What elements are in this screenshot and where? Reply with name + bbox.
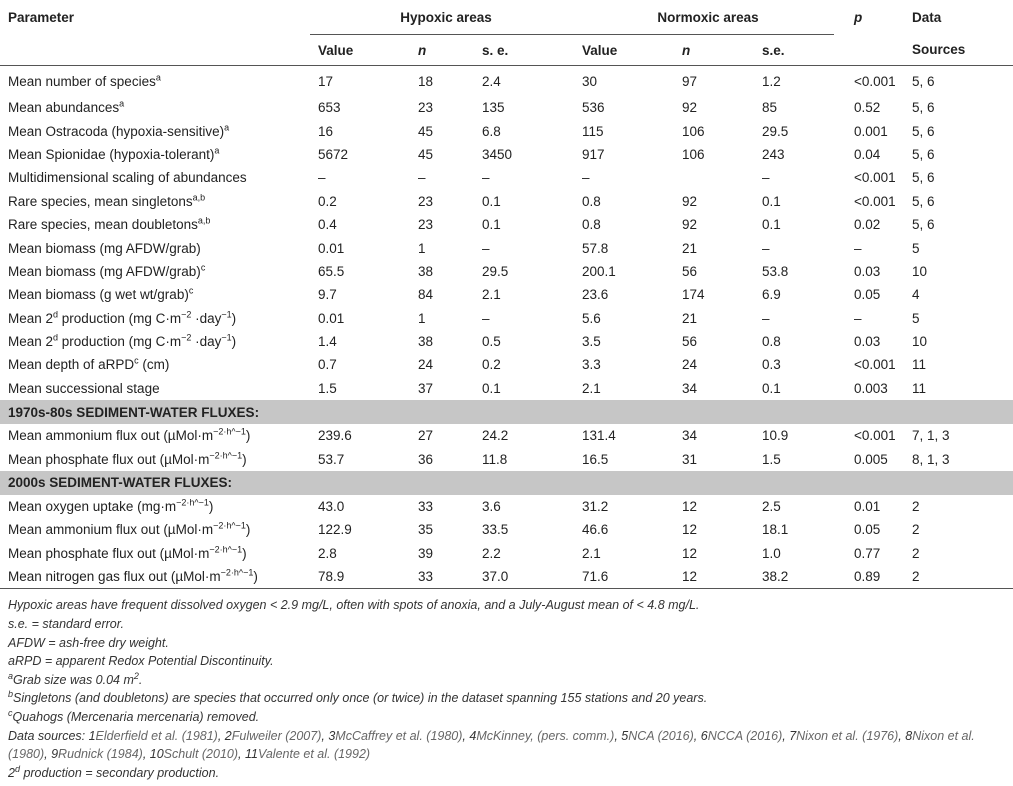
cell-n-value: 57.8 xyxy=(582,240,609,256)
cell-h-se: 33.5 xyxy=(482,522,509,538)
source-ref-link[interactable]: McKinney, (pers. comm.) xyxy=(476,728,615,743)
cell-src: 4 xyxy=(912,287,920,303)
cell-p: 0.001 xyxy=(854,123,888,139)
col-parameter: Parameter xyxy=(8,9,75,25)
cell-p: 0.05 xyxy=(854,287,881,303)
row-parameter: Mean biomass (mg AFDW/grab)$^c$ xyxy=(8,262,206,279)
cell-h-n: 24 xyxy=(418,357,434,373)
source-ref-link[interactable]: Nixon et al. (1976) xyxy=(796,728,899,743)
cell-src: 5, 6 xyxy=(912,217,935,233)
cell-src: 5, 6 xyxy=(912,193,935,209)
cell-n-se: – xyxy=(762,310,770,326)
cell-n-n: 106 xyxy=(682,123,705,139)
cell-h-n: 27 xyxy=(418,428,434,444)
cell-h-se: 11.8 xyxy=(482,451,508,467)
table-row xyxy=(0,307,1013,330)
cell-n-value: 536 xyxy=(582,100,605,116)
cell-n-se: 2.5 xyxy=(762,499,781,515)
cell-h-value: – xyxy=(318,170,326,186)
row-parameter: Mean biomass (mg AFDW/grab) xyxy=(8,240,201,256)
cell-n-value: – xyxy=(582,170,590,186)
cell-n-se: – xyxy=(762,240,770,256)
cell-n-se: 18.1 xyxy=(762,522,789,538)
source-ref-link[interactable]: Schult (2010) xyxy=(163,747,239,762)
cell-n-value: 115 xyxy=(582,123,604,139)
cell-p: 0.01 xyxy=(854,499,881,515)
section-header-row xyxy=(0,471,1013,495)
table-row xyxy=(0,518,1013,541)
source-number: 11 xyxy=(244,747,258,762)
cell-h-value: 0.7 xyxy=(318,357,337,373)
cell-src: 5, 6 xyxy=(912,123,935,139)
cell-h-value: 0.01 xyxy=(318,310,345,326)
cell-src: 8, 1, 3 xyxy=(912,451,950,467)
table-row xyxy=(0,495,1013,518)
cell-p: <0.001 xyxy=(854,170,896,186)
cell-h-n: – xyxy=(418,170,426,186)
cell-h-n: 38 xyxy=(418,263,434,279)
cell-n-value: 3.3 xyxy=(582,357,601,373)
row-parameter: Mean number of species$^a$ xyxy=(8,72,161,89)
source-number: 8 xyxy=(905,728,913,743)
row-parameter: Multidimensional scaling of abundances xyxy=(8,170,247,186)
cell-n-se: 0.1 xyxy=(762,217,781,233)
cell-src: 2 xyxy=(912,499,920,515)
cell-p: 0.02 xyxy=(854,217,881,233)
cell-n-n: 56 xyxy=(682,263,698,279)
cell-h-value: 53.7 xyxy=(318,451,345,467)
col-p: p xyxy=(854,9,863,25)
row-parameter: Mean 2$^d$ production (mg $C\cdot m^{-2} \cdot day^{-1}$) xyxy=(8,309,237,326)
cell-src: 5 xyxy=(912,310,920,326)
hypoxic-label: Hypoxic areas xyxy=(400,9,492,25)
cell-src: 5, 6 xyxy=(912,146,935,162)
row-parameter: Rare species, mean doubletons$^{a,b}$ xyxy=(8,215,211,233)
cell-n-value: 31.2 xyxy=(582,499,609,515)
cell-n-value: 46.6 xyxy=(582,522,609,538)
cell-src: 11 xyxy=(912,380,927,396)
table-row xyxy=(0,166,1013,189)
cell-h-n: 1 xyxy=(418,310,426,326)
row-parameter: Mean phosphate flux out $(\mu Mol\cdot m^{-2\cdot h\^{}-1})$ xyxy=(8,544,247,561)
table-row xyxy=(0,143,1013,166)
cell-n-value: 917 xyxy=(582,146,605,162)
cell-h-se: 3.6 xyxy=(482,499,501,515)
row-parameter: Mean ammonium flux out $(\mu Mol\cdot m^{-2\cdot h\^{}-1})$ xyxy=(8,426,251,444)
row-parameter: Mean abundances$^a$ xyxy=(8,98,125,116)
cell-h-n: 35 xyxy=(418,522,434,538)
cell-n-se: 6.9 xyxy=(762,287,781,303)
cell-src: 10 xyxy=(912,263,928,279)
cell-n-se: 1.0 xyxy=(762,545,781,561)
source-number: 6 xyxy=(700,728,708,743)
cell-src: 5, 6 xyxy=(912,170,935,186)
cell-h-se: – xyxy=(482,170,490,186)
cell-h-se: 2.2 xyxy=(482,545,501,561)
source-number: 9 xyxy=(51,747,59,762)
cell-p: <0.001 xyxy=(854,357,896,373)
row-parameter: Mean Ostracoda (hypoxia-sensitive)$^a$ xyxy=(8,122,230,139)
row-parameter: Mean ammonium flux out $(\mu Mol\cdot m^{-2\cdot h\^{}-1})$ xyxy=(8,520,251,538)
col-group-hypoxic xyxy=(310,0,574,35)
cell-n-n xyxy=(674,166,754,189)
source-number: 7 xyxy=(789,728,797,743)
cell-p: 0.89 xyxy=(834,565,904,589)
cell-n-n: 92 xyxy=(682,193,698,209)
table-row xyxy=(0,424,1013,447)
cell-h-value: 122.9 xyxy=(318,522,352,538)
table-row xyxy=(0,96,1013,119)
note-grab-size: $^a$Grab size was 0.04 $m^2$. xyxy=(8,670,143,687)
cell-n-se: 0.3 xyxy=(762,357,781,373)
cell-h-value: 43.0 xyxy=(318,499,345,515)
row-parameter: Mean phosphate flux out $(\mu Mol\cdot m^{-2\cdot h\^{}-1})$ xyxy=(8,450,247,467)
cell-p: 0.05 xyxy=(854,522,881,538)
cell-p: 0.52 xyxy=(854,100,881,116)
source-ref-link[interactable]: Valente et al. (1992) xyxy=(257,747,371,762)
cell-n-value: 16.5 xyxy=(582,451,609,467)
cell-p: <0.001 xyxy=(854,193,896,209)
source-ref-link[interactable]: Nixon et al. (1980) xyxy=(8,728,975,762)
table-notes xyxy=(0,589,1013,782)
cell-n-se: 53.8 xyxy=(762,263,789,279)
cell-n-value: 23.6 xyxy=(582,287,609,303)
row-parameter: Rare species, mean singletons$^{a,b}$ xyxy=(8,192,206,209)
source-number: 10 xyxy=(149,747,164,762)
cell-h-n: 39 xyxy=(418,545,434,561)
cell-n-n: 34 xyxy=(682,380,698,396)
note-se: s.e. = standard error. xyxy=(8,617,124,632)
col-h-se: s. e. xyxy=(474,35,574,66)
cell-h-value: 78.9 xyxy=(310,565,410,589)
cell-p: 0.04 xyxy=(854,146,881,162)
cell-src: 2 xyxy=(904,565,1013,589)
cell-n-value: 30 xyxy=(582,73,598,89)
cell-n-value: 200.1 xyxy=(582,263,616,279)
note-afdw: AFDW = ash-free dry weight. xyxy=(8,635,169,650)
cell-n-se: 243 xyxy=(762,146,785,162)
normoxic-label: Normoxic areas xyxy=(657,9,759,25)
note-quahogs: $^c$Quahogs (Mercenaria mercenaria) removed. xyxy=(8,707,260,724)
cell-h-n: 37 xyxy=(418,380,434,396)
col-data: Data xyxy=(912,9,942,25)
cell-n-value: 0.8 xyxy=(582,193,601,209)
cell-h-se: 0.1 xyxy=(482,193,501,209)
cell-h-n: 23 xyxy=(418,100,434,116)
table-row xyxy=(0,119,1013,142)
col-parameter-spacer xyxy=(0,35,310,66)
cell-h-se: 37.0 xyxy=(474,565,574,589)
cell-src: 5, 6 xyxy=(912,73,935,89)
table-row xyxy=(0,447,1013,470)
cell-h-se: 0.1 xyxy=(482,217,501,233)
cell-h-se: 0.5 xyxy=(482,334,501,350)
cell-h-value: 65.5 xyxy=(318,263,345,279)
cell-h-se: – xyxy=(482,310,490,326)
cell-p: 0.005 xyxy=(854,451,888,467)
table-row xyxy=(0,565,1013,589)
cell-h-value: 17 xyxy=(318,73,334,89)
cell-n-n: 97 xyxy=(682,73,698,89)
row-parameter: Mean depth of aRPD$^c$ (cm) xyxy=(8,355,170,373)
table-row xyxy=(0,236,1013,259)
col-group-normoxic xyxy=(574,0,834,35)
table-row xyxy=(0,190,1013,213)
cell-h-n: 45 xyxy=(418,146,434,162)
cell-p: – xyxy=(854,310,862,326)
cell-n-n: 12 xyxy=(682,522,698,538)
col-n-n xyxy=(674,35,754,66)
col-h-n xyxy=(410,35,474,66)
cell-n-se: 1.5 xyxy=(762,451,781,467)
source-ref-link[interactable]: NCA (2016) xyxy=(628,728,694,743)
col-p-spacer xyxy=(834,35,904,66)
cell-h-n: 45 xyxy=(418,123,434,139)
table-header xyxy=(0,0,1013,66)
source-number: 5 xyxy=(621,728,629,743)
source-ref-link[interactable]: NCCA (2016) xyxy=(707,728,783,743)
cell-h-se: 0.1 xyxy=(482,380,501,396)
cell-n-n: 106 xyxy=(682,146,705,162)
cell-n-se: 0.8 xyxy=(762,334,781,350)
table-row xyxy=(0,353,1013,376)
cell-n-n: 92 xyxy=(682,100,698,116)
cell-h-se: 2.1 xyxy=(482,287,501,303)
cell-h-value: 1.4 xyxy=(318,334,337,350)
row-parameter: Mean Spionidae (hypoxia-tolerant)$^a$ xyxy=(8,145,220,162)
table-row xyxy=(0,283,1013,306)
cell-n-se: – xyxy=(762,170,770,186)
cell-h-se: 3450 xyxy=(482,146,513,162)
cell-p: <0.001 xyxy=(854,73,896,89)
cell-h-value: 0.01 xyxy=(318,240,345,256)
row-parameter: Mean 2$^d$ production (mg $C\cdot m^{-2} \cdot day^{-1}$) xyxy=(8,332,237,350)
cell-n-value: 3.5 xyxy=(582,334,601,350)
col-h-value: Value xyxy=(310,35,410,66)
cell-h-n: 38 xyxy=(418,334,434,350)
cell-n-n: 24 xyxy=(682,357,698,373)
cell-p: 0.003 xyxy=(854,380,888,396)
cell-h-se: 29.5 xyxy=(482,263,509,279)
note-hypoxic: Hypoxic areas have frequent dissolved oxygen < 2.9 mg/L, often with spots of anoxia, and a July-August mean of < 4.8 mg/L. xyxy=(8,598,700,613)
table-body xyxy=(0,66,1013,589)
note-data-sources: Data sources: 1Elderfield et al. (1981), 2Fulweiler (2007), 3McCaffrey et al. (1980), 4McKinney, (pers. comm.), 5NCA (2016), 6NCCA (2016), 7Nixon et al. (1976), 8Nixon et al. (1980), 9Rudnick (1984), 10Schult (2010), 11Valente et al. (1992) xyxy=(8,728,975,762)
cell-src: 11 xyxy=(912,357,927,373)
cell-src: 2 xyxy=(912,545,920,561)
table-row xyxy=(0,213,1013,236)
source-ref-link[interactable]: Fulweiler (2007) xyxy=(231,728,322,743)
cell-h-se: – xyxy=(482,240,490,256)
col-n-se: s.e. xyxy=(754,35,834,66)
cell-p: 0.77 xyxy=(854,545,881,561)
cell-h-value: 2.8 xyxy=(318,545,337,561)
cell-p: 0.03 xyxy=(854,334,881,350)
cell-src: 5 xyxy=(912,240,920,256)
source-number: 4 xyxy=(469,728,477,743)
row-parameter: Mean nitrogen gas flux out $(\mu Mol\cdot m^{-2\cdot h\^{}-1})$ xyxy=(0,565,310,589)
source-number: 3 xyxy=(328,728,336,743)
cell-n-se: 85 xyxy=(762,100,778,116)
note-secondary-production: 2$^d$ production = secondary production. xyxy=(8,763,220,780)
source-ref-link[interactable]: Elderfield et al. (1981) xyxy=(95,728,218,743)
cell-n-value: 2.1 xyxy=(582,380,601,396)
cell-p: – xyxy=(854,240,862,256)
row-parameter: Mean biomass (g wet wt/grab)$^c$ xyxy=(8,285,194,303)
cell-n-n: 31 xyxy=(682,451,698,467)
cell-h-value: 5672 xyxy=(318,146,349,162)
cell-n-value: 0.8 xyxy=(582,217,601,233)
cell-h-value: 653 xyxy=(318,100,341,116)
cell-h-value: 0.2 xyxy=(318,193,337,209)
cell-n-se: 1.2 xyxy=(762,73,781,89)
cell-n-n: 12 xyxy=(682,499,698,515)
cell-h-se: 0.2 xyxy=(482,357,501,373)
col-n-n-label: n xyxy=(682,42,691,58)
col-sources: Sources xyxy=(904,35,1013,66)
col-h-n-label: n xyxy=(418,42,427,58)
source-ref-link[interactable]: McCaffrey et al. (1980) xyxy=(335,728,463,743)
cell-h-value: 0.4 xyxy=(318,217,337,233)
cell-src: 5, 6 xyxy=(912,100,935,116)
table-row xyxy=(0,542,1013,565)
cell-src: 7, 1, 3 xyxy=(912,428,950,444)
table-row xyxy=(0,330,1013,353)
note-arpd: aRPD = apparent Redox Potential Discontinuity. xyxy=(8,654,274,669)
source-number: 2 xyxy=(224,728,232,743)
cell-n-n: 12 xyxy=(682,545,698,561)
cell-n-n: 34 xyxy=(682,428,698,444)
section-title: 1970s-80s SEDIMENT-WATER FLUXES: xyxy=(0,400,1013,424)
cell-h-n: 36 xyxy=(418,451,434,467)
cell-h-n: 33 xyxy=(418,499,434,515)
cell-n-n: 21 xyxy=(682,310,698,326)
cell-h-se: 2.4 xyxy=(482,73,501,89)
table-row xyxy=(0,66,1013,97)
cell-p: <0.001 xyxy=(854,428,896,444)
cell-n-n: 92 xyxy=(682,217,698,233)
note-singletons: $^b$Singletons (and doubletons) are species that occurred only once (or twice) in the dataset spanning 155 stations and 20 years. xyxy=(8,689,708,706)
cell-n-value: 71.6 xyxy=(574,565,674,589)
cell-h-n: 23 xyxy=(418,193,434,209)
row-parameter: Mean oxygen uptake $(mg\cdot m^{-2\cdot h\^{}-1})$ xyxy=(8,497,214,515)
cell-h-se: 135 xyxy=(482,100,505,116)
cell-h-n: 23 xyxy=(418,217,434,233)
cell-h-n: 33 xyxy=(410,565,474,589)
cell-h-value: 239.6 xyxy=(318,428,352,444)
table-row xyxy=(0,260,1013,283)
col-n-value: Value xyxy=(574,35,674,66)
cell-src: 2 xyxy=(912,522,920,538)
table-row xyxy=(0,377,1013,400)
cell-h-se: 6.8 xyxy=(482,123,501,139)
cell-h-se: 24.2 xyxy=(482,428,509,444)
cell-n-se: 0.1 xyxy=(762,380,781,396)
cell-n-value: 131.4 xyxy=(582,428,616,444)
cell-n-se: 10.9 xyxy=(762,428,789,444)
cell-h-value: 9.7 xyxy=(318,287,337,303)
cell-n-se: 0.1 xyxy=(762,193,781,209)
cell-n-n: 56 xyxy=(682,334,698,350)
cell-src: 10 xyxy=(912,334,928,350)
cell-n-se: 29.5 xyxy=(762,123,789,139)
cell-n-value: 2.1 xyxy=(582,545,601,561)
section-header-row xyxy=(0,400,1013,424)
cell-h-n: 84 xyxy=(418,287,434,303)
cell-n-value: 5.6 xyxy=(582,310,601,326)
cell-h-n: 1 xyxy=(418,240,426,256)
cell-h-n: 18 xyxy=(418,73,434,89)
cell-p: 0.03 xyxy=(854,263,881,279)
source-number: 1 xyxy=(88,728,96,743)
cell-n-se: 38.2 xyxy=(754,565,834,589)
section-title: 2000s SEDIMENT-WATER FLUXES: xyxy=(0,471,1013,495)
cell-n-n: 174 xyxy=(682,287,705,303)
cell-h-value: 16 xyxy=(318,123,334,139)
source-ref-link[interactable]: Rudnick (1984) xyxy=(58,747,143,762)
cell-h-value: 1.5 xyxy=(318,380,337,396)
cell-n-n: 12 xyxy=(674,565,754,589)
cell-n-n: 21 xyxy=(682,240,698,256)
row-parameter: Mean successional stage xyxy=(8,380,160,396)
